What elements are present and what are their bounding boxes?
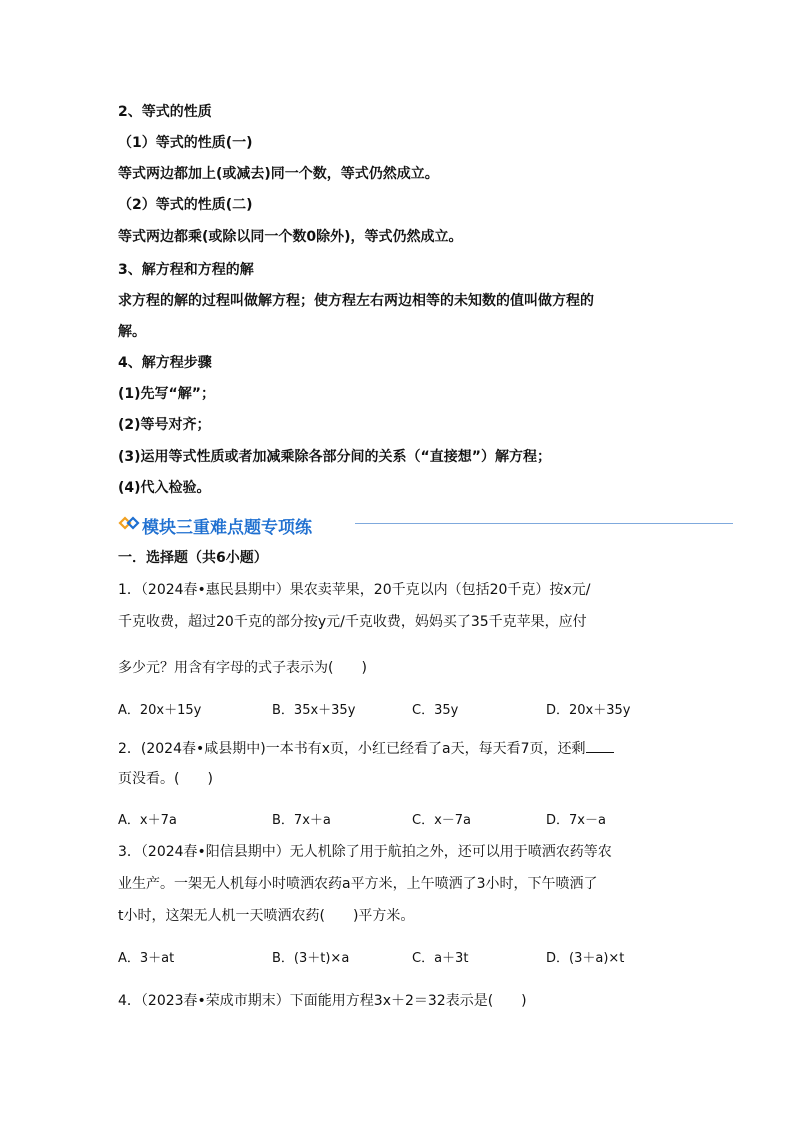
- question-2-text: 2．(2024春•咸县期中)一本书有x页，小红已经看了a天，每天看7页，还剩: [118, 741, 586, 757]
- question-3-line1: 3．（2024春•阳信县期中）无人机除了用于航拍之外，还可以用于喷洒农药等农: [118, 844, 612, 860]
- question-2-options: [118, 812, 638, 830]
- option-d[interactable]: D．20x＋35y: [546, 703, 631, 718]
- option-c[interactable]: C．x－7a: [412, 813, 472, 828]
- module-title: 模块三重难点题专项练: [142, 518, 312, 538]
- answer-blank: [586, 738, 614, 753]
- option-b[interactable]: B．(3＋t)×a: [272, 951, 350, 966]
- question-1-options: [118, 702, 638, 720]
- paragraph-property-one: 等式两边都加上(或减去)同一个数，等式仍然成立。: [118, 166, 439, 182]
- option-b[interactable]: B．35x＋35y: [272, 703, 356, 718]
- part-heading: 一．选择题（共6小题）: [118, 550, 268, 566]
- question-2-line1: [118, 738, 614, 758]
- question-2-line2: 页没看。( ): [118, 771, 213, 787]
- step-item: (4)代入检验。: [118, 480, 211, 496]
- step-item: (2)等号对齐；: [118, 417, 211, 433]
- subheading-property-one: （1）等式的性质(一): [118, 135, 253, 151]
- section-heading-equation-solution: 3、解方程和方程的解: [118, 262, 254, 278]
- step-item: (3)运用等式性质或者加减乘除各部分间的关系（“直接想”）解方程；: [118, 449, 551, 465]
- option-d[interactable]: D．(3＋a)×t: [546, 951, 625, 966]
- option-b[interactable]: B．7x＋a: [272, 813, 331, 828]
- question-4-line1: 4．（2023春•荣成市期末）下面能用方程3x＋2＝32表示是( ): [118, 993, 527, 1009]
- double-chevron-icon: [118, 515, 140, 531]
- section-heading-steps: 4、解方程步骤: [118, 355, 212, 371]
- option-a[interactable]: A．x＋7a: [118, 813, 177, 828]
- paragraph-solution-line1: 求方程的解的过程叫做解方程；使方程左右两边相等的未知数的值叫做方程的: [118, 293, 594, 309]
- option-c[interactable]: C．a＋3t: [412, 951, 469, 966]
- module-banner: [118, 511, 618, 537]
- option-c[interactable]: C．35y: [412, 703, 459, 718]
- paragraph-property-two: 等式两边都乘(或除以同一个数0除外)，等式仍然成立。: [118, 229, 463, 245]
- option-a[interactable]: A．20x＋15y: [118, 703, 202, 718]
- module-divider: [355, 523, 733, 524]
- question-3-line2: 业生产。一架无人机每小时喷洒农药a平方米，上午喷洒了3小时，下午喷洒了: [118, 876, 598, 892]
- option-a[interactable]: A．3＋at: [118, 951, 175, 966]
- question-1-line2: 千克收费，超过20千克的部分按y元/千克收费，妈妈买了35千克苹果，应付: [118, 614, 587, 630]
- question-3-options: [118, 950, 638, 968]
- question-1-line3: 多少元？用含有字母的式子表示为( ): [118, 660, 367, 676]
- step-item: (1)先写“解”；: [118, 386, 215, 402]
- option-d[interactable]: D．7x－a: [546, 813, 606, 828]
- subheading-property-two: （2）等式的性质(二): [118, 197, 253, 213]
- section-heading-properties: 2、等式的性质: [118, 104, 212, 120]
- paragraph-solution-line2: 解。: [118, 324, 146, 340]
- question-1-line1: 1．（2024春•惠民县期中）果农卖苹果，20千克以内（包括20千克）按x元/: [118, 582, 591, 598]
- question-3-line3: t小时，这架无人机一天喷洒农药( )平方米。: [118, 908, 415, 924]
